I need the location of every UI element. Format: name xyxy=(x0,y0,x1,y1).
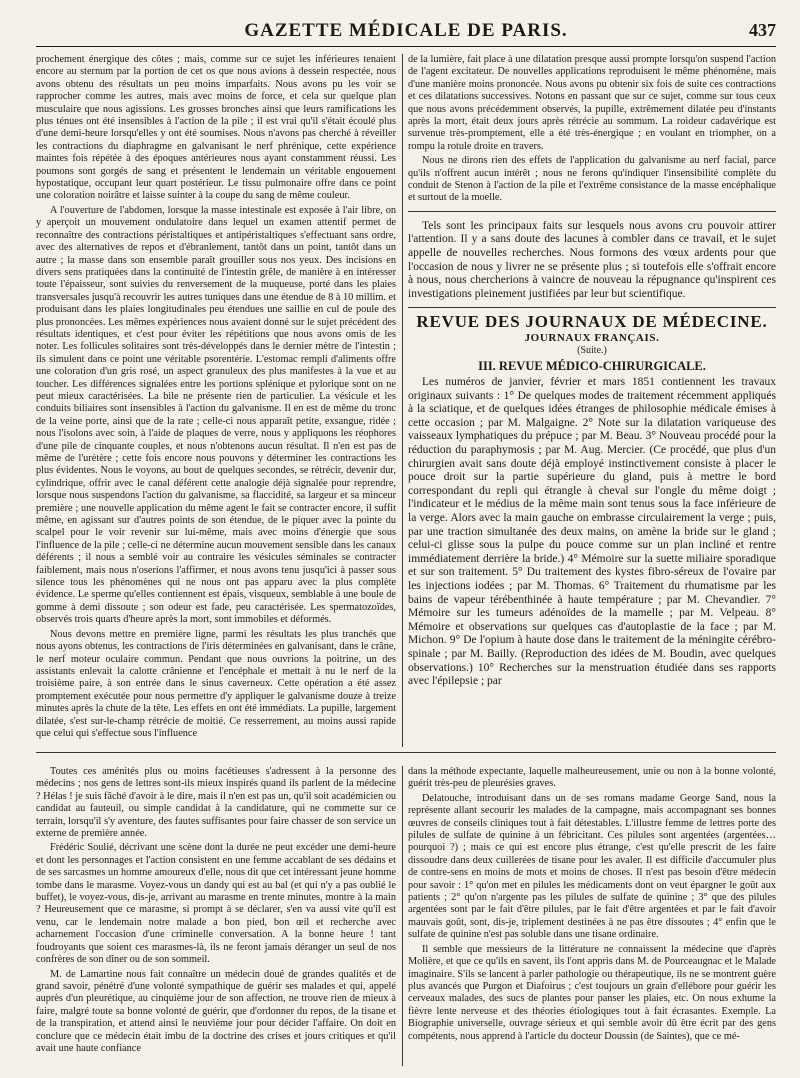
journal-title: GAZETTE MÉDICALE DE PARIS. xyxy=(244,20,568,41)
page-header xyxy=(36,18,776,47)
paragraph: de la lumière, fait place à une dilatation presque aussi prompte lorsqu'on suspend l'action de l'agent excitateur. De nouvelles applications reproduisent le même phénomène, mais d'une manière moins prononcée. Nous avons pu obtenir six fois de suite ces contractions et ces dilatations successives. Notons en passant que sur ce sujet, comme sur tous ceux que nous avons précédemment observés, la pupille, extrêmement dilatée peu d'instants après la mort, était deux jours après rétrécie au sommum. La roideur cadavérique est survenue très-promptement, elle a été très-énergique ; en voulant en triompher, on a rompu la rotule droite en travers. xyxy=(408,54,776,152)
section-divider xyxy=(408,211,776,212)
bottom-right-column xyxy=(408,766,776,1066)
bottom-left-column xyxy=(36,766,396,1066)
review-suite: (Suite.) xyxy=(577,345,607,357)
paragraph: dans la méthode expectante, laquelle malheureusement, unie ou non à la bonne volonté, guérit très-peu de pleurésies graves. xyxy=(408,766,776,790)
review-subtitle: JOURNAUX FRANÇAIS. xyxy=(524,331,660,344)
paragraph: Nous devons mettre en première ligne, parmi les résultats les plus tranchés que nous ayons obtenus, les contractions de l'iris déterminées en galvanisant, dans le crâne, le nerf moteur oculaire commun. Pendant que nous ouvrions la poitrine, un des assistants enlevait la calotte crânienne et l'encéphale et mettait à nu le nerf de la troisième paire, à son entrée dans le sinus caverneux. Cette opération a été assez promptement exécutée pour nous permettre d'y appliquer le galvanisme douze à treize minutes après la chute de la tête. Les effets en ont été immédiats. La pupille, largement dilatée, s'est sur-le-champ rétrécie de moitié. Ce resserrement, au moins aussi rapide que celui qui s'effectue sous l'influence xyxy=(36,628,396,739)
horizontal-divider xyxy=(36,752,776,753)
top-left-column xyxy=(36,54,396,747)
top-right-column xyxy=(408,54,776,747)
paragraph: Toutes ces aménités plus ou moins facétieuses s'adressent à la personne des médecins ; nos gens de lettres sont-ils mieux inspirés quand ils parlent de la médecine ? Hélas ! je suis fâché d'avoir à le dire, mais il n'en est pas un, qu'il soit académicien ou candidat au fauteuil, ou simple candidat à la candidature, qui ne commette sur ce terrain, lorsqu'il s'y aventure, des fautes suffisantes pour faire chasser de son service un externe de première année. xyxy=(36,766,396,840)
paragraph: prochement énergique des côtes ; mais, comme sur ce sujet les inférieures tenaient encore au sternum par la portion de cet os que nous avions à dessein respectée, nous avons obtenu des résultats un peu moins imparfaits. Nous avons pu les voir se rapprocher comme les autres, mais avec moins de force, et cela sur quelque plan musculaire que nous agissions. Les grosses bronches ainsi que leurs ramifications les plus ténues ont été insensibles à l'action de la pile ; il est vrai qu'il s'était écoulé plus d'une demi-heure lorsqu'elles y ont été soumises. Nous n'avons pas cherché à réveiller les contractions du diaphragme en galvanisant le nerf phrénique, cette expérience maintes fois répétée à des époques antérieures nous ayant constamment réussi. Les poumons sont gorgés de sang et présentent le lendemain un véritable engouement hypostatique, occupant leur quart postérieur. Le tissu pulmonaire offre dans ce point une coloration noirâtre et laisse suinter à la coupe du sang de même couleur. xyxy=(36,54,396,202)
section-divider xyxy=(408,307,776,308)
column-divider xyxy=(402,54,403,747)
paragraph: A l'ouverture de l'abdomen, lorsque la masse intestinale est exposée à l'air libre, on y aperçoit un mouvement ondulatoire dans lequel un examen attentif permet de reconnaître des contractions péristaltiques et antipéristaltiques s'effectuant sans ordre, avec des alternatives de repos et d'ébranlement, tantôt dans un point, tantôt dans un autre ; la masse dans son ensemble paraît grouiller sous nos yeux. Des incisions en divers sens pratiquées dans la continuité de l'intestin grêle, de manière à en intéresser toute l'épaisseur, sont suivies du renversement de la muqueuse, porté dans les plaies transversales jusqu'à recouvrir les autres tuniques dans une étendue de 8 à 10 millim. et produisant dans les plaies longitudinales peu étendues une saillie en cul de poule des plus prononcées. Les mêmes expériences nous avaient donné sur le sujet précédent des résultats identiques, et c'est pour éviter les répétitions que nous avons omis de les noter. Les follicules solitaires sont très-développés dans le dernier mètre de l'intestin ; ils simulent dans ce point une véritable psorentérie. L'estomac rempli d'aliments offre une coloration d'un gris rosé, un aspect granuleux des plus manifestes à la vue et au toucher. Les différences signalées entre les portions splénique et pylorique sont on ne peut mieux caractérisées. La bile ne présente rien de particulier. La vésicule et les conduits biliaires sont insensibles à l'action du galvanisme. Il en est de même du tronc de la veine porte, ainsi que de la rate ; celle-ci nous apparaît petite, exsangue, ridée ; nous l'isolons avec soin, à l'aide de plaques de verre, nous y appliquons les réophores d'une pile de cinquante couples, et nous n'obtenons aucun résultat. Il n'en est pas de même de l'urètère ; cette fois encore nous pouvons y déterminer les contractions les plus évidentes. Nous le voyons, au bout de quelques secondes, se rétrécir, devenir dur, cylindrique, offrir avec le canal déférent cette analogie déjà signalée pour reprendre, lorsque nous suspendons l'action du galvanisme, sa flaccidité, sa largeur et sa minceur première ; une nouvelle application du même agent le fait se contracter encore, il suffit même, en agissant sur d'autres points de son étendue, de le piquer avec la pointe du scalpel pour le voir revenir sur lui-même, mais avec moins d'énergie que sous l'influence de la pile ; celle-ci ne détermine aucun mouvement sensible dans les canaux déférents ; il nous a semblé voir au contraire les vésicules séminales se contracter faiblement, mais nous n'oserions l'affirmer, et nous avons tenu jusqu'ici à passer sous silence tous les phénomènes qui ne nous ont pas apparu avec la plus complète évidence. Le sperme qu'elles contiennent est épais, visqueux, semblable à une boule de gomme à demi dissoute ; son odeur est fade, peu caractérisée. Les spermatozoïdes, observés trois quarts d'heure après la mort, sont immobiles et déformés. xyxy=(36,204,396,626)
column-divider xyxy=(402,766,403,1066)
paragraph: Frédéric Soulié, décrivant une scène dont la durée ne peut excéder une demi-heure et dont les personnages et l'action consistent en une femme accablant de ses dédains et de ses sarcasmes un homme amoureux d'elle, nous dit que cet intéressant jeune homme tombe dans le marasme. Voyez-vous un dandy qui est au bal (et qui n'y a pas oublié le buffet), le voyez-vous, dis-je, arrivant au marasme en trente minutes, montre à la main ? Heureusement que ce marasme, si prompt à se déclarer, s'en va aussi vite qu'il est venu, car le lendemain notre malade a bon pied, bon œil et recherche avec acharnement l'occasion d'une criminelle conversation. A la bonne heure ! tant foudroyants que soient ces marasmes-là, ils ne feront jamais déranger un seul de nos confrères de son dîner ou de son sommeil. xyxy=(36,842,396,966)
paragraph: Delatouche, introduisant dans un de ses romans madame George Sand, nous la représente allant secourir les malades de la campagne, mais accompagnant ses bonnes œuvres de conseils cliniques tout à fait détestables. L'illustre femme de lettres porte des pilules de sulfate de quinine à un fébricitant. Ces pilules sont argentées (argentées… pourquoi ?) ; mais ce qui est encore plus étrange, c'est qu'elle prescrit de les faire dissoudre dans deux cuillerées de tisane pour les avaler. Il est difficile d'accumuler plus de contre-sens en moins de mots et moins de choses. Il n'est pas besoin d'être médecin pour savoir : 1° qu'on met en pilules les médicaments dont on veut épargner le goût aux patients ; 2° qu'on n'argente pas les pilules de sulfate de quinine ; 3° que des pilules argentées sont par le fait d'être pilules, par le fait d'être argentées et par le fait d'avoir mauvais goût, sont, dis-je, triplement destinées à ne pas être dissoutes ; 4° enfin que le sulfate de quinine n'est pas soluble dans une tisane ordinaire. xyxy=(408,792,776,941)
review-body: Les numéros de janvier, février et mars 1851 contiennent les travaux originaux suivants : 1° De quelques modes de traitement récemment appliqués à la sciatique, et de quelques idées étranges de philosophie médicale émises à cette occasion ; par M. Malgaigne. 2° Note sur la dilatation variqueuse des vaisseaux lymphatiques du prépuce ; par M. Beau. 3° Nouveau procédé pour la réduction du paraphymosis ; par M. Aug. Mercier. (Ce procédé, que plus d'un chirurgien avait sans doute déjà employé instinctivement consiste à placer le pouce droit sur la partie supérieure du gland, puis à mettre le bord correspondant du repli qui étrangle à cheval sur l'ongle du même doigt ; l'indicateur et le médius de la même main sont tenus sous la face inférieure de la verge. Alors avec la main gauche on embrasse circulairement la verge ; puis, par une traction simultanée des deux mains, on amène la bride sur le gland ; celui-ci glisse sous la pulpe du pouce comme sur un plan incliné et rentre immédiatement derrière la bride.) 4° Mémoire sur la suette miliaire sporadique et sur son traitement. 5° Du traitement des kystes fibro-séreux de l'ovaire par les injections iodées ; par M. Thomas. 6° Traitement du rhumatisme par les bains de vapeur térébenthinée à haute température ; par M. Chevandier. 7° Mémoire sur les tumeurs adénoïdes de la mamelle ; par M. Velpeau. 8° Mémoire et observations sur quelques cas d'autoplastie de la face ; par M. Michon. 9° De l'opium à haute dose dans le traitement de la méningite cérébro-spinale ; par M. Bailly. (Reproduction des idées de M. Boudin, avec quelques observations.) 10° Recherches sur la menstruation étudiée dans ses rapports avec l'épilepsie ; par xyxy=(408,376,776,688)
review-title: REVUE DES JOURNAUX DE MÉDECINE. xyxy=(416,312,768,332)
paragraph: Nous ne dirons rien des effets de l'application du galvanisme au nerf facial, parce qu'ils n'offrent aucun intérêt ; nous ne ferons qu'indiquer l'insensibilité complète du conduit de Stenon à l'action de la pile et l'extrême consistance de la masse encéphalique et surtout de la moelle. xyxy=(408,155,776,204)
conclusion-paragraph: Tels sont les principaux faits sur lesquels nous avons cru pouvoir attirer l'attention. Il y a sans doute des lacunes à combler dans ce travail, et le sujet appelle de nouvelles recherches. Nous formons des vœux ardents pour que l'occasion de nous y livrer ne se présente plus ; si toutefois elle s'offrait encore à nous, nous chercherions à vaincre de nouveau la répugnance qu'inspirent ces investigations pleinement justifiées par leur but scientifique. xyxy=(408,219,776,300)
review-section-heading: III. REVUE MÉDICO-CHIRURGICALE. xyxy=(478,358,706,373)
paragraph: M. de Lamartine nous fait connaître un médecin doué de grandes qualités et de grand savoir, pénétré d'une volonté sympathique de guérir ses malades et qui, appelé auprès d'un pleurétique, au cinquième jour de son affection, ne trouve rien de mieux à faire, malgré toute sa bonne volonté de guérir, que d'ordonner du repos, de la tisane et de la transpiration, et attend ainsi le neuvième jour pour décider l'affaire. On doit en conclure que ce médecin était imbu de la doctrine des crises et jours critiques et qu'il avait une haute confiance xyxy=(36,968,396,1054)
paragraph: Il semble que messieurs de la littérature ne connaissent la médecine que d'après Molière, et que ce qu'ils en savent, ils l'ont appris dans M. de Pourceaugnac et le Malade imaginaire. S'ils se lancent à parler pathologie ou thérapeutique, ils ne se montrent guère plus avancés que Purgon et Diafoirus ; c'est toujours un grain d'ellébore pour guérir les cerveaux malades, des sucs de plantes pour panser les plaies, etc. On nous exhume la fièvre lente nerveuse et des théories étiologiques tout à fait écrasantes. Exemple. La Biographie universelle, ouvrage sérieux et qui semble avoir dû être écrit par des gens compétents, nous apprend à l'article du docteur Doussin (de Saintes), que ce mé- xyxy=(408,943,776,1042)
page-number: 437 xyxy=(749,20,776,40)
